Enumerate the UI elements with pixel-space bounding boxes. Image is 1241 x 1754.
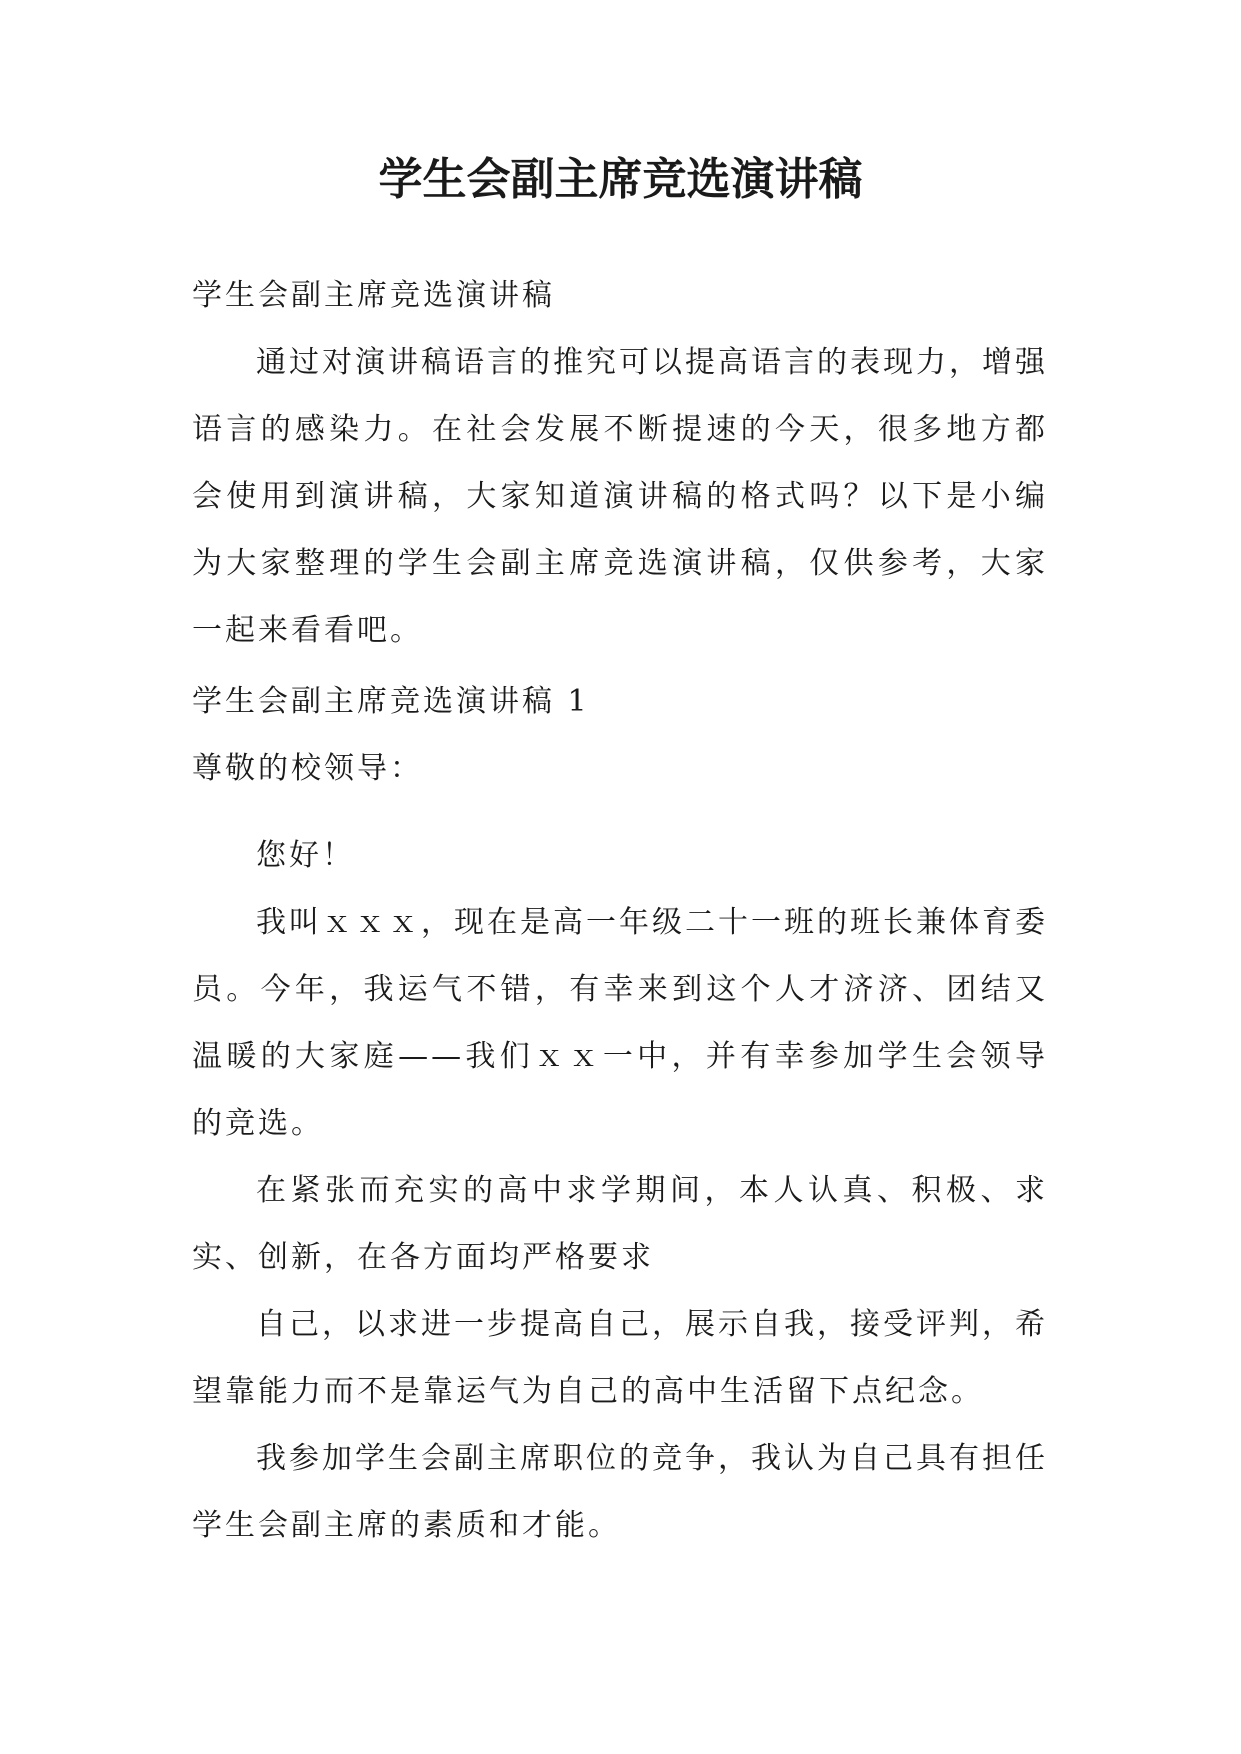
speech-header bbox=[192, 668, 1048, 802]
intro-heading: 学生会副主席竞选演讲稿 bbox=[192, 278, 555, 313]
speech-paragraph: 自己，以求进一步提高自己，展示自我，接受评判，希望靠能力而不是靠运气为自己的高中生活留下点纪念。 bbox=[192, 1307, 1048, 1409]
speech-paragraph: 我参加学生会副主席职位的竞争，我认为自己具有担任学生会副主席的素质和才能。 bbox=[192, 1441, 1048, 1543]
salutation: 尊敬的校领导： bbox=[192, 751, 423, 786]
intro-paragraph: 通过对演讲稿语言的推究可以提高语言的表现力，增强语言的感染力。在社会发展不断提速的今天，很多地方都会使用到演讲稿，大家知道演讲稿的格式吗？以下是小编为大家整理的学生会副主席竞选演讲稿，仅供参考，大家一起来看看吧。 bbox=[192, 345, 1048, 648]
document-title: 学生会副主席竞选演讲稿 bbox=[378, 154, 863, 205]
speech-body bbox=[192, 822, 1048, 1559]
intro-section bbox=[192, 262, 1048, 664]
greeting: 您好！ bbox=[256, 838, 355, 873]
speech-paragraph: 我叫ｘｘｘ，现在是高一年级二十一班的班长兼体育委员。今年，我运气不错，有幸来到这个人才济济、团结又温暖的大家庭——我们ｘｘ一中，并有幸参加学生会领导的竞选。 bbox=[192, 905, 1048, 1141]
section-heading: 学生会副主席竞选演讲稿 1 bbox=[192, 684, 590, 719]
speech-paragraph: 在紧张而充实的高中求学期间，本人认真、积极、求实、创新，在各方面均严格要求 bbox=[192, 1173, 1048, 1275]
